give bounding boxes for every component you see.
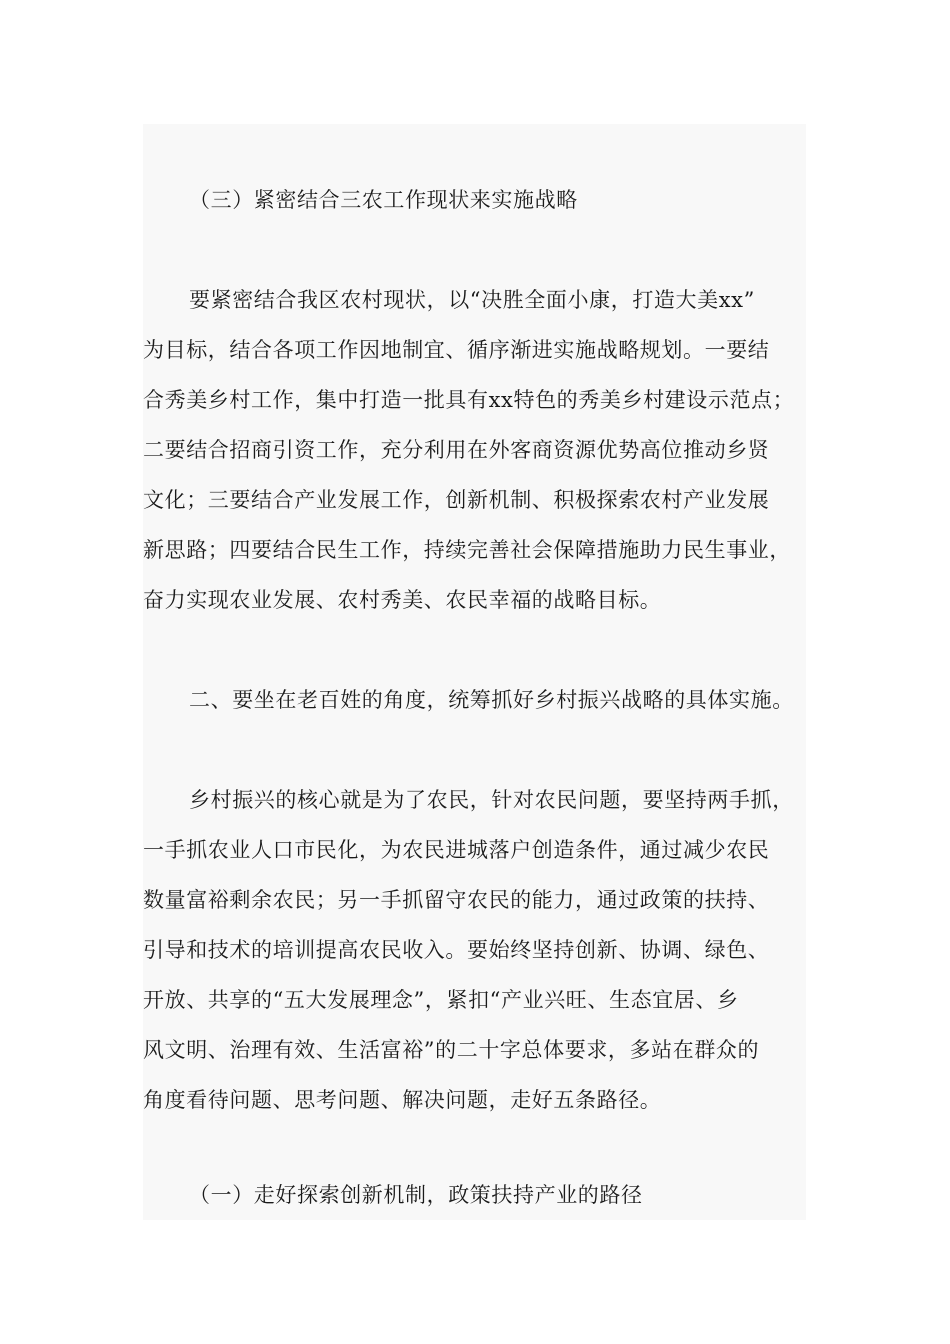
paragraph-line: 合秀美乡村工作，集中打造一批具有xx特色的秀美乡村建设示范点；: [143, 388, 795, 412]
paragraph-line: 要紧密结合我区农村现状，以“决胜全面小康，打造大美xx”: [189, 288, 755, 312]
paragraph-line: 为目标，结合各项工作因地制宜、循序渐进实施战略规划。一要结: [143, 338, 770, 362]
paragraph-line: 一手抓农业人口市民化，为农民进城落户创造条件，通过减少农民: [143, 838, 770, 862]
paragraph-line: 乡村振兴的核心就是为了农民，针对农民问题，要坚持两手抓，: [189, 788, 794, 812]
heading-line: （三）紧密结合三农工作现状来实施战略: [189, 188, 578, 212]
paragraph-line: 引导和技术的培训提高农民收入。要始终坚持创新、协调、绿色、: [143, 938, 770, 962]
paragraph-rural-revitalization: [143, 775, 819, 1125]
paragraph-line: 二要结合招商引资工作，充分利用在外客商资源优势高位推动乡贤: [143, 438, 770, 462]
paragraph-line: 角度看待问题、思考问题、解决问题，走好五条路径。: [143, 1088, 662, 1112]
section-heading-1: [143, 1170, 819, 1220]
paragraph-line: 文化；三要结合产业发展工作，创新机制、积极探索农村产业发展: [143, 488, 770, 512]
paragraph-line: 数量富裕剩余农民；另一手抓留守农民的能力，通过政策的扶持、: [143, 888, 770, 912]
paragraph-rural-status: [143, 275, 819, 625]
section-heading-2: [143, 675, 819, 725]
heading-line: （一）走好探索创新机制，政策扶持产业的路径: [189, 1183, 643, 1207]
paragraph-line: 奋力实现农业发展、农村秀美、农民幸福的战略目标。: [143, 588, 662, 612]
heading-line: 二、要坐在老百姓的角度，统筹抓好乡村振兴战略的具体实施。: [189, 688, 794, 712]
paragraph-line: 开放、共享的“五大发展理念”，紧扣“产业兴旺、生态宜居、乡: [143, 988, 739, 1012]
paragraph-line: 新思路；四要结合民生工作，持续完善社会保障措施助力民生事业，: [143, 538, 791, 562]
section-heading-3: [143, 175, 819, 225]
paragraph-line: 风文明、治理有效、生活富裕”的二十字总体要求，多站在群众的: [143, 1038, 760, 1062]
document-page: [143, 124, 806, 1220]
